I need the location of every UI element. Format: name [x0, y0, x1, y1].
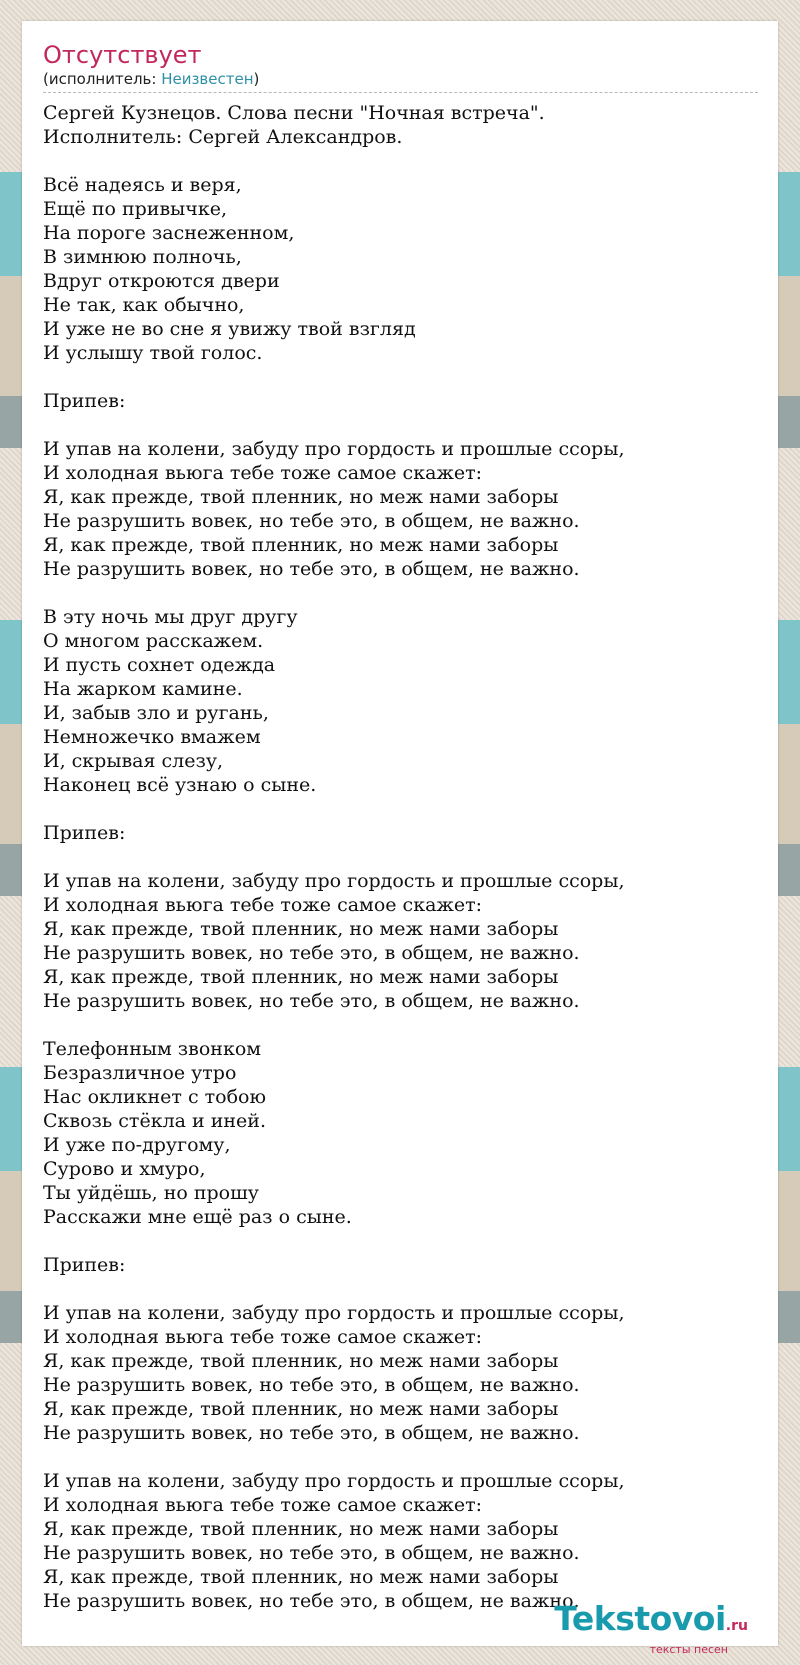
lyrics-card: [22, 21, 778, 1656]
artist-prefix: (исполнитель:: [43, 70, 162, 88]
lyrics-text: Сергей Кузнецов. Слова песни "Ночная встреча". Исполнитель: Сергей Александров. Всё надеясь и веря, Ещё по привычке, На пороге заснеженном, В зимнюю полночь, Вдруг откроются двери Не так, как обычно, И уже не во сне я увижу твой взгляд И услышу твой голос. Припев: И упав на колени, забуду про гордость и прошлые ссоры, И холодная вьюга тебе тоже самое скажет: Я, как прежде, твой пленник, но меж нами заборы Не разрушить вовек, но тебе это, в общем, не важно. Я, как прежде, твой пленник, но меж нами заборы Не разрушить вовек, но тебе это, в общем, не важно. В эту ночь мы друг другу О многом расскажем. И пусть сохнет одежда На жарком камине. И, забыв зло и ругань, Немножечко вмажем И, скрывая слезу, Наконец всё узнаю о сыне. Припев: И упав на колени, забуду про гордость и прошлые ссоры, И холодная вьюга тебе тоже самое скажет: Я, как прежде, твой пленник, но меж нами заборы Не разрушить вовек, но тебе это, в общем, не важно. Я, как прежде, твой пленник, но меж нами заборы Не разрушить вовек, но тебе это, в общем, не важно. Телефонным звонком Безразличное утро Нас окликнет с тобою Сквозь стёкла и иней. И уже по-другому, Сурово и хмуро, Ты уйдёшь, но прошу Расскажи мне ещё раз о сыне. Припев: И упав на колени, забуду про гордость и прошлые ссоры, И холодная вьюга тебе тоже самое скажет: Я, как прежде, твой пленник, но меж нами заборы Не разрушить вовек, но тебе это, в общем, не важно. Я, как прежде, твой пленник, но меж нами заборы Не разрушить вовек, но тебе это, в общем, не важно. И упав на колени, забуду про гордость и прошлые ссоры, И холодная вьюга тебе тоже самое скажет: Я, как прежде, твой пленник, но меж нами заборы Не разрушить вовек, но тебе это, в общем, не важно. Я, как прежде, твой пленник, но меж нами заборы Не разрушить вовек, но тебе это, в общем, не важно.: [43, 102, 625, 1612]
artist-line: [43, 69, 758, 89]
artist-suffix: ): [253, 70, 260, 88]
site-logo[interactable]: [538, 1601, 748, 1656]
logo-name: Tekstovoi: [554, 1599, 726, 1638]
logo-tagline: тексты песен: [649, 1643, 728, 1656]
song-title: Отсутствует: [43, 41, 202, 69]
logo-wordmark: [538, 1601, 748, 1644]
logo-tld: .ru: [725, 1618, 748, 1634]
song-header: [43, 41, 758, 93]
artist-link[interactable]: Неизвестен: [161, 70, 254, 88]
